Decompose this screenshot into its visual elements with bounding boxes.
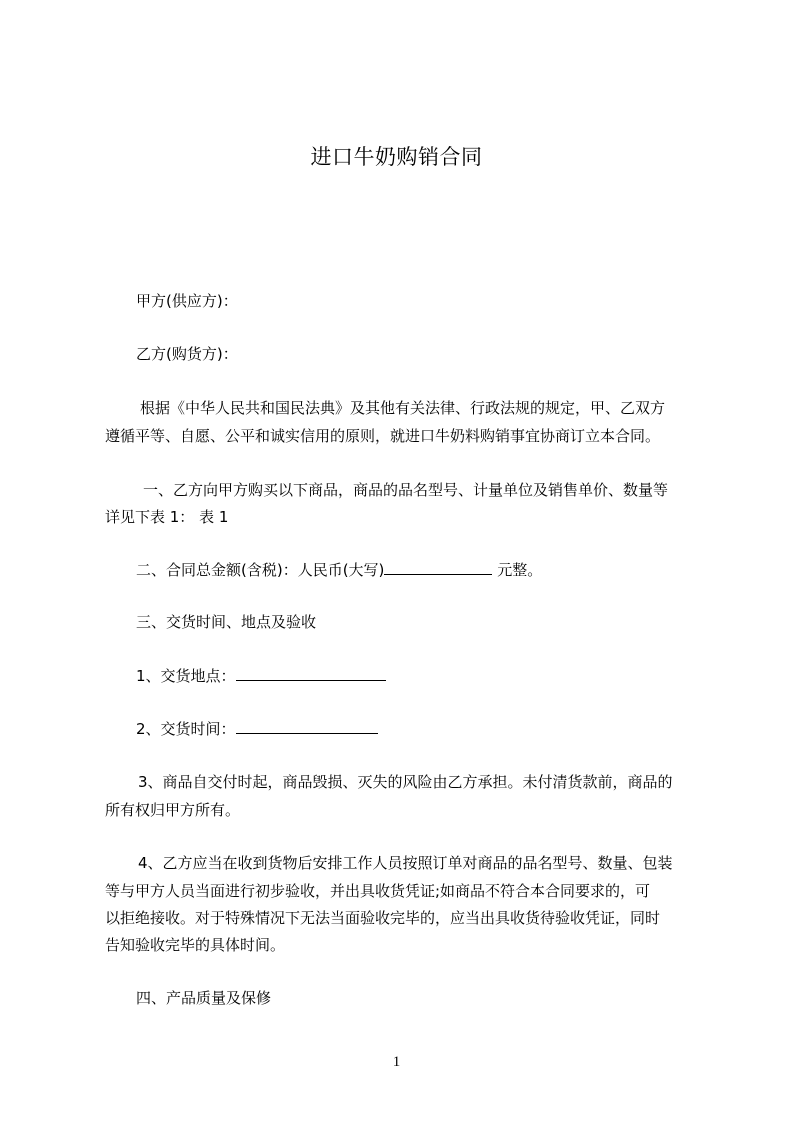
item-3-line-1: 3、商品自交付时起，商品毁损、灭失的风险由乙方承担。未付清货款前，商品的 [138, 773, 673, 791]
item-4-line-1: 4、乙方应当在收到货物后安排工作人员按照订单对商品的品名型号、数量、包装 [138, 854, 673, 872]
clause-2-suffix: 元整。 [492, 561, 543, 579]
delivery-time-row [136, 714, 751, 744]
clause-1-line-1: 一、乙方向甲方购买以下商品，商品的品名型号、计量单位及销售单价、数量等 [143, 481, 669, 499]
page-number: 1 [392, 1054, 401, 1070]
delivery-time-blank-field[interactable] [236, 716, 378, 734]
delivery-place-blank-field[interactable] [236, 663, 386, 681]
preamble-line-2: 遵循平等、自愿、公平和诚实信用的原则，就进口牛奶料购销事宜协商订立本合同。 [105, 427, 661, 445]
document-title: 进口牛奶购销合同 [310, 145, 483, 169]
amount-blank-field[interactable] [384, 557, 492, 575]
item-4-line-2: 等与甲方人员当面进行初步验收，并出具收货凭证;如商品不符合本合同要求的，可 [105, 882, 651, 900]
delivery-time-label: 2、交货时间： [136, 720, 236, 738]
delivery-place-label: 1、交货地点： [136, 667, 236, 685]
preamble-line-1: 根据《中华人民共和国民法典》及其他有关法律、行政法规的规定，甲、乙双方 [140, 399, 666, 417]
clause-4-heading: 四、产品质量及保修 [136, 989, 272, 1007]
clause-2-total-amount [136, 555, 751, 585]
clause-2-prefix: 二、合同总金额(含税)：人民币(大写) [136, 561, 385, 579]
clause-3-heading: 三、交货时间、地点及验收 [136, 613, 317, 631]
party-a-label: 甲方(供应方)： [136, 292, 238, 310]
item-3-line-2: 所有权归甲方所有。 [105, 801, 241, 819]
item-4-line-3: 以拒绝接收。对于特殊情况下无法当面验收完毕的，应当出具收货待验收凭证，同时 [105, 909, 661, 927]
delivery-place-row [136, 661, 751, 691]
item-4-line-4: 告知验收完毕的具体时间。 [105, 936, 286, 954]
clause-1-line-2: 详见下表 1： 表 1 [105, 508, 229, 526]
party-b-label: 乙方(购货方)： [136, 345, 238, 363]
